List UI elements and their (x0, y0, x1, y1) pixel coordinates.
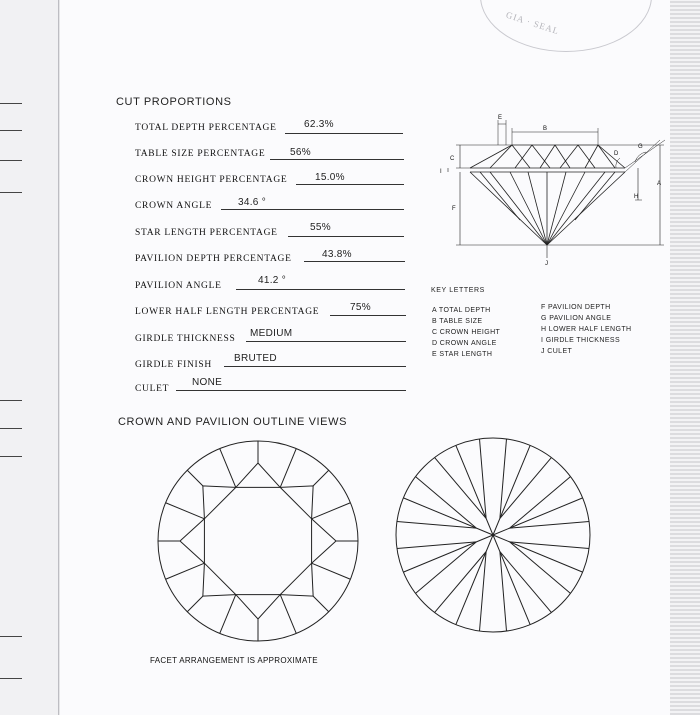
label-crown-angle: CROWN ANGLE (135, 201, 213, 211)
upper-girdle-edge (166, 503, 205, 519)
diagram-letter-e: E (498, 115, 503, 121)
diagram-letter-b: B (543, 126, 548, 132)
value-girdle-finish: BRUTED (234, 353, 277, 364)
value-girdle-thickness: MEDIUM (250, 328, 293, 339)
lower-half-edge (500, 552, 507, 631)
bezel-edge (313, 596, 329, 612)
value-line (246, 341, 406, 342)
label-total-depth: TOTAL DEPTH PERCENTAGE (135, 123, 277, 133)
lower-half-edge (510, 542, 571, 593)
label-girdle-finish: GIRDLE FINISH (135, 360, 212, 370)
lower-half-edge (510, 477, 571, 528)
star-facet (236, 595, 280, 619)
value-line (304, 261, 405, 262)
value-pavilion-angle: 41.2 ° (258, 275, 287, 286)
diamond-profile-diagram (420, 110, 670, 270)
key-letters-title: KEY LETTERS (431, 287, 485, 294)
key-h: H LOWER HALF LENGTH (541, 326, 632, 333)
pavilion-outline (470, 172, 625, 245)
seal-lettering: GIA · SEAL (504, 9, 561, 37)
star-facet (203, 563, 236, 596)
diagram-letter-a: A (657, 181, 662, 187)
lower-half-edge (416, 542, 477, 593)
lower-half-edge (480, 552, 487, 631)
upper-girdle-edge (280, 449, 296, 488)
lower-half-edge (435, 552, 486, 613)
key-c: C CROWN HEIGHT (432, 329, 501, 336)
key-a: A TOTAL DEPTH (432, 307, 491, 314)
label-pavilion-angle: PAVILION ANGLE (135, 281, 222, 291)
left-page-edge (0, 0, 59, 715)
value-crown-angle: 34.6 ° (238, 197, 267, 208)
upper-girdle-edge (280, 595, 296, 634)
upper-girdle-edge (220, 449, 236, 488)
left-rule (0, 428, 22, 429)
upper-girdle-edge (312, 563, 351, 579)
value-pavilion-depth: 43.8% (322, 249, 352, 260)
diagram-letter-j: J (545, 261, 548, 267)
value-line (285, 133, 403, 134)
star-facet (203, 486, 236, 519)
value-line (288, 236, 404, 237)
key-i: I GIRDLE THICKNESS (541, 337, 621, 344)
value-culet: NONE (192, 377, 223, 388)
value-line (221, 209, 404, 210)
value-total-depth: 62.3% (304, 119, 334, 130)
outline-views-title: CROWN AND PAVILION OUTLINE VIEWS (118, 416, 348, 428)
lower-half-edge (510, 542, 589, 549)
upper-girdle-edge (312, 503, 351, 519)
diagram-letter-h: H (634, 194, 639, 200)
label-lower-half-length: LOWER HALF LENGTH PERCENTAGE (135, 307, 320, 317)
left-rule (0, 636, 22, 637)
label-table-size: TABLE SIZE PERCENTAGE (135, 149, 266, 159)
star-facet (312, 519, 336, 563)
diagram-letter-f: F (452, 206, 456, 212)
key-b: B TABLE SIZE (432, 318, 483, 325)
lower-half-edge (500, 439, 507, 518)
label-star-length: STAR LENGTH PERCENTAGE (135, 228, 278, 238)
value-line (270, 159, 404, 160)
value-line (176, 390, 406, 391)
value-lower-half-length: 75% (350, 302, 371, 313)
diagram-letter-g: G (638, 144, 643, 150)
value-line (330, 315, 406, 316)
value-line (224, 366, 406, 367)
diagram-letter-c: C (450, 156, 455, 162)
key-g: G PAVILION ANGLE (541, 315, 612, 322)
lower-half-edge (500, 458, 551, 519)
diagram-letter-d: D (614, 151, 619, 157)
lower-half-edge (500, 552, 551, 613)
value-table-size: 56% (290, 147, 311, 158)
star-facet (180, 519, 204, 563)
lower-half-edge (480, 439, 487, 518)
left-rule (0, 130, 22, 131)
key-e: E STAR LENGTH (432, 351, 493, 358)
bezel-edge (187, 470, 203, 486)
left-rule (0, 400, 22, 401)
label-culet: CULET (135, 384, 170, 394)
value-line (236, 289, 405, 290)
key-f: F PAVILION DEPTH (541, 304, 611, 311)
lower-half-edge (435, 458, 486, 519)
star-facet (280, 563, 313, 596)
label-girdle-thickness: GIRDLE THICKNESS (135, 334, 236, 344)
left-rule (0, 456, 22, 457)
left-rule (0, 192, 22, 193)
key-j: J CULET (541, 348, 573, 355)
star-facet (236, 463, 280, 487)
cut-proportions-title: CUT PROPORTIONS (116, 96, 232, 108)
bezel-edge (313, 470, 329, 486)
lower-half-edge (416, 477, 477, 528)
left-rule (0, 103, 22, 104)
crown-outline-view (155, 438, 361, 644)
table-facet (204, 487, 311, 594)
lower-half-edge (510, 522, 589, 529)
left-rule (0, 160, 22, 161)
upper-girdle-edge (220, 595, 236, 634)
star-facet (280, 486, 313, 519)
label-crown-height: CROWN HEIGHT PERCENTAGE (135, 175, 288, 185)
upper-girdle-edge (166, 563, 205, 579)
value-star-length: 55% (310, 222, 331, 233)
pavilion-outline-view (393, 435, 593, 635)
lower-half-edge (397, 542, 476, 549)
label-pavilion-depth: PAVILION DEPTH PERCENTAGE (135, 254, 292, 264)
right-paper-edge (670, 0, 700, 715)
value-crown-height: 15.0% (315, 172, 345, 183)
facet-caption: FACET ARRANGEMENT IS APPROXIMATE (150, 656, 318, 665)
value-line (296, 184, 404, 185)
lower-half-edge (397, 522, 476, 529)
diagram-letter-i: I (440, 169, 442, 175)
key-d: D CROWN ANGLE (432, 340, 497, 347)
bezel-edge (187, 596, 203, 612)
left-rule (0, 678, 22, 679)
